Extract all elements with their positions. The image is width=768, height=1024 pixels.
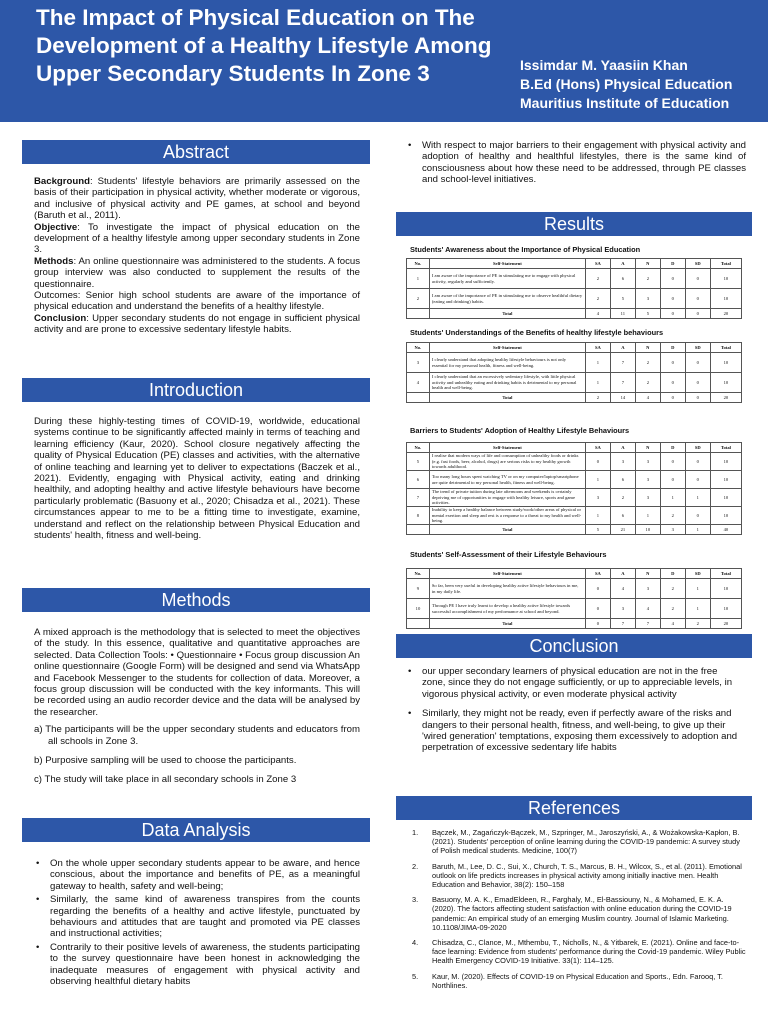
table-cell-total: 4 — [635, 393, 660, 403]
table-cell-value: 2 — [585, 289, 610, 309]
table-header-cell: A — [610, 259, 635, 269]
table-cell-value: 0 — [585, 453, 610, 471]
table-cell-total: 4 — [585, 309, 610, 319]
table-row — [407, 599, 742, 619]
table-cell-value: 0 — [585, 579, 610, 599]
table-caption: Students' Self-Assessment of their Lifestyle Behaviours — [410, 550, 607, 559]
reference-item: 1. Bączek, M., Zagańczyk-Bączek, M., Szpringer, M., Jaroszyński, A., & Wożakowska-Kapłon, B. (2021). Students' perception of online learning during the COVID-19 pandemic: A survey study of Polish medical students. Medicine, 100(7) — [412, 828, 740, 856]
table-cell-statement: I clearly understand that adopting healthy lifestyle behaviours is not only essential for my personal health, fitness and well-being. — [429, 353, 585, 373]
table-cell-total: 7 — [610, 619, 635, 629]
table-cell-value: 0 — [685, 507, 710, 525]
table-cell-value: 0 — [685, 289, 710, 309]
table-cell-total-label: Total — [429, 393, 585, 403]
table-cell-value: 2 — [635, 353, 660, 373]
conclusion-body — [406, 666, 742, 756]
table-cell-value: 2 — [660, 599, 685, 619]
table-header-cell: Self-Statement — [429, 443, 585, 453]
table-header-row — [407, 443, 742, 453]
table-header-cell: Self-Statement — [429, 343, 585, 353]
data-analysis-body — [34, 858, 360, 989]
table-header-cell: Total — [710, 443, 741, 453]
table-cell-value: 7 — [610, 353, 635, 373]
conclusion-item: • Similarly, they might not be ready, even if perfectly aware of the risks and dangers to their personal health, fitness, and well-being, to give up their 'wired generation' temptations, exposing them excessively to adoption and perpetration of excessive sedentary life habits — [406, 708, 742, 754]
barriers-note — [406, 140, 746, 188]
table-header-cell: Self-Statement — [429, 259, 585, 269]
table-header-cell: SA — [585, 443, 610, 453]
table-header-cell: SD — [685, 343, 710, 353]
table-cell-value: 10 — [710, 269, 741, 289]
data-analysis-item: • Contrarily to their positive levels of awareness, the students participating to the survey questionnaire have been honest in acknowledging the inadequate measures of engagement with physical activity and observing healthful dietary habits — [34, 942, 360, 988]
table-cell-total: 0 — [660, 393, 685, 403]
table-cell-value: 1 — [685, 489, 710, 507]
table-header-cell: SD — [685, 259, 710, 269]
table-cell-value: 0 — [660, 453, 685, 471]
table-cell-value: 3 — [635, 471, 660, 489]
table-cell-value: 1 — [585, 373, 610, 393]
table-cell-total: 20 — [710, 309, 741, 319]
table-cell-total: 20 — [710, 619, 741, 629]
methods-text-main: A mixed approach is the methodology that is selected to meet the objectives of the study. In this essence, qualitative and quantitative approaches are selected. Data Collection Tools: • Questionnaire • Focus group discussion An online questionnaire (Google Form) will be designed and send via WhatsApp and Facebook Messenger to the students for collection of data. Moreover, a focus group discussion will be conducted with the key informants. This will be recorded using an audio recorder device and the data will be analysed by the researcher. — [34, 627, 360, 718]
table-header-cell: A — [610, 443, 635, 453]
table-cell-value: 1 — [660, 489, 685, 507]
table-cell-total: 2 — [585, 393, 610, 403]
table-cell-value: 7 — [610, 373, 635, 393]
table-header-cell: SA — [585, 569, 610, 579]
reference-item: 4. Chisadza, C., Clance, M., Mthembu, T., Nicholls, N., & Yitbarek, E. (2021). Online and face-to-face learning: Evidence from students' performance during the Covid-19 pandemic. Wiley Public Health Emergency COVID-19 Initiative. 33(1): 114–125. — [412, 938, 746, 966]
table-cell-no: 8 — [407, 507, 430, 525]
table-cell-total: 5 — [585, 525, 610, 535]
table-cell-total: 4 — [660, 619, 685, 629]
table-cell-value: 1 — [585, 471, 610, 489]
table-cell-value: 0 — [685, 453, 710, 471]
table-cell-no: 2 — [407, 289, 430, 309]
table-cell-value: 4 — [610, 579, 635, 599]
table-total-row — [407, 525, 742, 535]
table-cell-value: 10 — [710, 579, 741, 599]
conclusion-heading: Conclusion — [396, 634, 752, 658]
methods-point-a: a) The participants will be the upper secondary students and educators from all schools in Zone 3. — [34, 724, 360, 747]
introduction-body: During these highly-testing times of COVID-19, worldwide, educational systems continue to be significantly affected mainly in terms of teaching and learning efficiency (Kaur, 2020). School closure negatively affecting the quality of Physical Education (PE) classes and activities, with the alternative of online teaching and learning yet to deliver to expectations (Baczek et al., 2021). Evidently, engaging with Physical activity, eating and drinking healthily, and adopting healthy and active lifestyle behaviours have become particularly problematic (Basuony et al., 2020; Chisadza et al., 2021). These circumstances appear to me to be a fitting time to investigate, examine, understand and reflect on the relationship between Physical Education and students' health, fitness and well-being. — [34, 416, 360, 542]
methods-point-b: b) Purposive sampling will be used to choose the participants. — [34, 755, 297, 767]
table-header-cell: N — [635, 569, 660, 579]
table-row — [407, 353, 742, 373]
table-cell-value: 4 — [635, 599, 660, 619]
table-cell-total-label: Total — [429, 309, 585, 319]
table-cell-total: 0 — [660, 309, 685, 319]
table-cell-value: 0 — [660, 289, 685, 309]
table-cell-total: 2 — [685, 619, 710, 629]
conclusion-item: • our upper secondary learners of physical education are not in the free zone, since they do not engage sufficiently, or up to appreciable levels, in vigorous physical activity, or even moderate physical activity — [406, 666, 742, 700]
table-cell-total: 11 — [610, 309, 635, 319]
table-cell-total-label: Total — [429, 619, 585, 629]
background-text: : Students' lifestyle behaviors are primarily assessed on the basis of their participation in physical activity, whether moderate or vigorous, and inclusive of physical activity and PE games, at school and beyond (Baruth et al., 2011). — [34, 176, 360, 222]
table-cell-value: 1 — [685, 579, 710, 599]
table-cell-value: 0 — [685, 269, 710, 289]
table-header-cell: SA — [585, 259, 610, 269]
author-institution: Mauritius Institute of Education — [520, 95, 730, 111]
results-table-understanding — [406, 342, 742, 403]
table-caption: Barriers to Students' Adoption of Healthy Lifestyle Behaviours — [410, 426, 630, 435]
table-header-cell: SD — [685, 569, 710, 579]
table-cell-value: 0 — [660, 471, 685, 489]
table-cell-value: 0 — [660, 373, 685, 393]
results-heading: Results — [396, 212, 752, 236]
data-analysis-item: • On the whole upper secondary students appear to be aware, and hence conscious, about the importance and benefits of PE, as a meaningful gateway to health, safety and well-being; — [34, 858, 360, 892]
table-cell-total: 7 — [635, 619, 660, 629]
table-cell-value: 2 — [585, 269, 610, 289]
data-analysis-list — [34, 858, 360, 987]
abstract-heading: Abstract — [22, 140, 370, 164]
methods-heading: Methods — [22, 588, 370, 612]
abstract-body — [34, 176, 360, 336]
conclusion-list — [406, 666, 742, 754]
table-cell-no: 4 — [407, 373, 430, 393]
table-cell-value: 3 — [635, 453, 660, 471]
table-cell-value: 0 — [685, 471, 710, 489]
table-cell-value: 0 — [585, 599, 610, 619]
table-cell-no: 7 — [407, 489, 430, 507]
table-cell-value: 10 — [710, 373, 741, 393]
objective-label: Objective — [34, 221, 78, 233]
table-total-row — [407, 619, 742, 629]
table-cell-value: 0 — [685, 373, 710, 393]
table-row — [407, 579, 742, 599]
table-header-cell: SD — [685, 443, 710, 453]
table-cell-total: 0 — [685, 393, 710, 403]
table-cell-value: 3 — [635, 579, 660, 599]
table-cell-empty — [407, 525, 430, 535]
table-row — [407, 507, 742, 525]
table-header-cell: Total — [710, 343, 741, 353]
table-cell-value: 10 — [710, 507, 741, 525]
table-header-cell: No. — [407, 569, 430, 579]
table-cell-value: 3 — [635, 489, 660, 507]
table-header-row — [407, 343, 742, 353]
introduction-heading: Introduction — [22, 378, 370, 402]
table-cell-value: 2 — [610, 489, 635, 507]
author-degree: B.Ed (Hons) Physical Education — [520, 76, 733, 92]
table-cell-value: 6 — [610, 507, 635, 525]
table-cell-value: 3 — [635, 289, 660, 309]
table-cell-value: 1 — [635, 507, 660, 525]
table-cell-value: 1 — [685, 599, 710, 619]
data-analysis-heading: Data Analysis — [22, 818, 370, 842]
table-cell-statement: I clearly understand that an excessively sedentary lifestyle, with little physical activity and unhealthy eating and drinking habits is detrimental to my personal health and well-being. — [429, 373, 585, 393]
background-label: Background — [34, 176, 90, 187]
table-caption: Students' Awareness about the Importance of Physical Education — [410, 245, 641, 254]
results-table-barriers — [406, 442, 742, 535]
methods-point-c: c) The study will take place in all secondary schools in Zone 3 — [34, 774, 297, 786]
results-table-awareness — [406, 258, 742, 319]
table-cell-no: 10 — [407, 599, 430, 619]
table-header-cell: N — [635, 343, 660, 353]
reference-item: 3. Basuony, M. A. K., EmadEldeen, R., Farghaly, M., El-Bassiouny, N., & Mohamed, E. K. A. (2020). The factors affecting student satisfaction with online education during the COVID-19 pandemic: An empirical study of an emerging Muslim country. Journal of Islamic Marketing. 10.1108/JIMA-09-2020 — [412, 895, 732, 932]
table-cell-statement: I realise that modern ways of life and consumption of unhealthy foods or drinks (e.g. fast foods, beer, alcohol, drugs) are serious risks to my healthy growth towards adulthood. — [429, 453, 585, 471]
table-cell-total: 40 — [710, 525, 741, 535]
table-cell-total: 3 — [660, 525, 685, 535]
table-row — [407, 453, 742, 471]
table-header-cell: D — [660, 443, 685, 453]
table-cell-statement: Too many long hours spent watching TV or on my computer/laptop/smartphone are quite detrimental to my personal health, fitness and well-being. — [429, 471, 585, 489]
table-header-cell: No. — [407, 259, 430, 269]
table-cell-value: 2 — [660, 507, 685, 525]
table-cell-value: 0 — [685, 353, 710, 373]
table-header-cell: Self-Statement — [429, 569, 585, 579]
table-cell-value: 5 — [610, 289, 635, 309]
table-cell-total-label: Total — [429, 525, 585, 535]
table-row — [407, 269, 742, 289]
table-header-cell: No. — [407, 443, 430, 453]
table-cell-statement: Inability to keep a healthy balance between study/work/other areas of physical or mental exertion and sleep and rest is a response to a threat to my health and well-being. — [429, 507, 585, 525]
table-cell-total: 0 — [585, 619, 610, 629]
table-cell-value: 10 — [710, 471, 741, 489]
table-cell-total: 0 — [685, 309, 710, 319]
table-cell-total: 14 — [610, 393, 635, 403]
results-table-self-assessment — [406, 568, 742, 629]
poster-title: The Impact of Physical Education on The Development of a Healthy Lifestyle Among Upper Secondary Students In Zone 3 — [36, 5, 492, 86]
references-list — [406, 828, 746, 990]
barriers-note-item: • With respect to major barriers to their engagement with physical activity and adoption of healthy and healthful lifestyles, there is the same kind of consciousness about how these need to be addressed, through PE classes and school-level initiatives. — [406, 140, 746, 186]
table-cell-no: 1 — [407, 269, 430, 289]
table-cell-value: 6 — [610, 471, 635, 489]
table-cell-value: 10 — [710, 599, 741, 619]
table-cell-value: 10 — [710, 489, 741, 507]
table-total-row — [407, 393, 742, 403]
table-cell-no: 6 — [407, 471, 430, 489]
table-cell-total: 21 — [610, 525, 635, 535]
table-cell-no: 5 — [407, 453, 430, 471]
objective-text: : To investigate the impact of physical education on the development of a healthy lifestyle among upper secondary students in Zone 3. — [34, 221, 360, 256]
table-cell-value: 3 — [610, 453, 635, 471]
table-cell-statement: Through PE I have truly learnt to develop a healthy active lifestyle towards successful accomplishment of my performance at school and beyond. — [429, 599, 585, 619]
table-cell-statement: I am aware of the importance of PE in stimulating me to observe healthful dietary (eating and drinking) habits. — [429, 289, 585, 309]
table-cell-no: 9 — [407, 579, 430, 599]
table-header-cell: D — [660, 569, 685, 579]
references-heading: References — [396, 796, 752, 820]
data-analysis-item: • Similarly, the same kind of awareness transpires from the counts regarding the benefits of a healthy and active lifestyle, punctuated by behaviours and attitudes that are taught and promoted via PE classes and instructional activities; — [34, 894, 360, 940]
table-cell-value: 1 — [585, 353, 610, 373]
methods-text: : An online questionnaire was administered to the students. A focus group interview was also conducted to supplement the results of the questionnaire. — [34, 255, 360, 290]
table-cell-statement: I am aware of the importance of PE in stimulating me to engage with physical activity, regularly and sufficiently. — [429, 269, 585, 289]
methods-body — [34, 627, 360, 786]
table-cell-total: 10 — [635, 525, 660, 535]
table-row — [407, 289, 742, 309]
table-cell-no: 3 — [407, 353, 430, 373]
table-cell-value: 3 — [585, 489, 610, 507]
reference-item: 5. Kaur, M. (2020). Effects of COVID-19 on Physical Education and Sports., Edn. Farooq, T. Northlines. — [412, 971, 723, 990]
table-header-cell: N — [635, 259, 660, 269]
conclusion-label: Conclusion — [34, 312, 87, 324]
reference-item: 2. Baruth, M., Lee, D. C., Sui, X., Church, T. S., Marcus, B. H., Wilcox, S., et al. (2011). Emotional outlook on life predicts increases in physical activity among initially inactive men. Health Education and Behavior, 38(2): 150–158 — [412, 861, 742, 890]
table-cell-value: 2 — [660, 579, 685, 599]
table-header-cell: A — [610, 569, 635, 579]
table-cell-empty — [407, 309, 430, 319]
table-header-row — [407, 259, 742, 269]
table-cell-value: 2 — [635, 269, 660, 289]
table-row — [407, 489, 742, 507]
table-cell-value: 10 — [710, 453, 741, 471]
author-name: Issimdar M. Yaasiin Khan — [520, 57, 688, 73]
table-cell-empty — [407, 393, 430, 403]
table-cell-value: 0 — [660, 269, 685, 289]
table-cell-total: 1 — [685, 525, 710, 535]
author-block — [520, 56, 732, 113]
table-header-cell: D — [660, 259, 685, 269]
table-row — [407, 471, 742, 489]
table-cell-statement: The trend of private tuition during late afternoons and weekends is certainly depriving me of opportunities to engage with healthy leisure, sports and game activities. — [429, 489, 585, 507]
table-cell-value: 10 — [710, 289, 741, 309]
table-cell-value: 1 — [585, 507, 610, 525]
conclusion-text: : Upper secondary students do not engage in sufficient physical activity and are prone to excessive sedentary lifestyle habits. — [34, 312, 360, 336]
table-cell-empty — [407, 619, 430, 629]
table-row — [407, 373, 742, 393]
table-cell-value: 10 — [710, 353, 741, 373]
table-header-row — [407, 569, 742, 579]
table-header-cell: N — [635, 443, 660, 453]
table-header-cell: No. — [407, 343, 430, 353]
table-cell-value: 2 — [635, 373, 660, 393]
table-cell-value: 3 — [610, 599, 635, 619]
table-header-cell: Total — [710, 259, 741, 269]
references-body — [406, 828, 746, 996]
table-header-cell: D — [660, 343, 685, 353]
poster-header — [0, 0, 768, 122]
table-cell-value: 0 — [660, 353, 685, 373]
table-caption: Students' Understandings of the Benefits of healthy lifestyle behaviours — [410, 328, 664, 337]
table-header-cell: A — [610, 343, 635, 353]
table-header-cell: SA — [585, 343, 610, 353]
table-total-row — [407, 309, 742, 319]
outcomes-text: Outcomes: Senior high school students are aware of the importance of physical education and understand the benefits of a healthy lifestyle. — [34, 290, 360, 313]
table-cell-total: 5 — [635, 309, 660, 319]
table-header-cell: Total — [710, 569, 741, 579]
table-cell-value: 6 — [610, 269, 635, 289]
table-cell-statement: So far, been very useful in developing healthy active lifestyle behaviours in me, in my daily life. — [429, 579, 585, 599]
methods-label: Methods — [34, 255, 74, 267]
table-cell-total: 20 — [710, 393, 741, 403]
